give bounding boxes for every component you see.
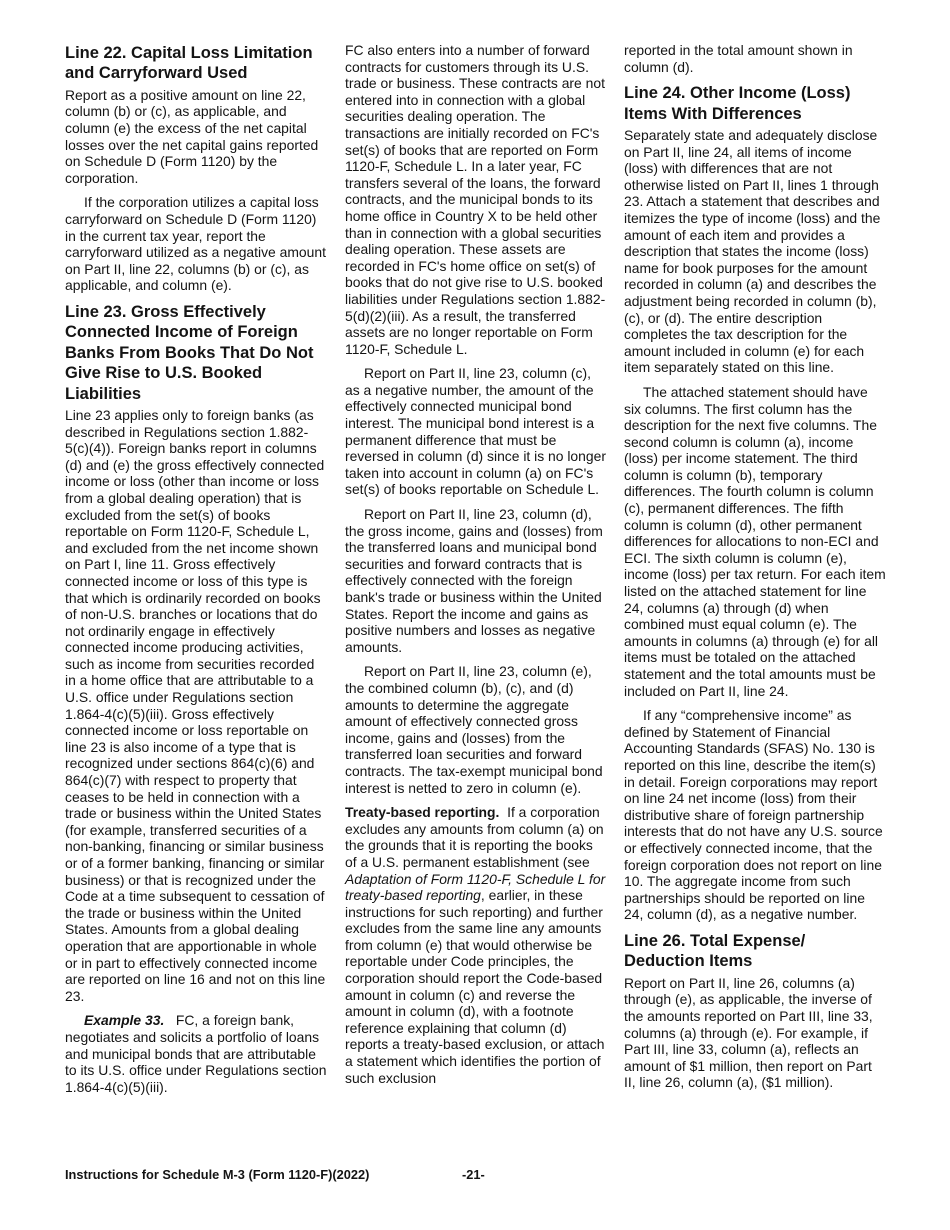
line24-paragraph-1: Separately state and adequately disclose on Part II, line 24, all items of income (loss) with differences that are not otherwise listed on Part II, lines 1 through 23. Attach a statement that describes and itemizes the type of income (loss) and the amount of each item and provides a description that states the income (loss) name for book purposes for the amount recorded in column (a) and describes the adjustment being recorded in column (b), (c), or (d). The entire description completes the tax description for the amount included in column (e) for each item separately stated on this line.: [624, 127, 881, 376]
line22-heading: Line 22. Capital Loss Limitation and Carryforward Used: [65, 44, 313, 83]
line24-paragraph-3: If any “comprehensive income” as defined by Statement of Financial Accounting Standards (SFAS) No. 130 is reported on this line, describe the item(s) in detail. Foreign corporations may report on line 24 net income (loss) from their distributive share of foreign partnership interests that do not have any U.S. source or effectively connected income, that the foreign corporation does not report on line 10. The aggregate income from such partnerships should be reported on line 24, column (d), as a negative number.: [624, 707, 883, 923]
example-33-text: FC, a foreign bank, negotiates and solicits a portfolio of loans and municipal bonds that are attributable to its U.S. office under Regulations section 1.864-4(c)(5)(iii).: [65, 1012, 327, 1095]
line23-column-e-paragraph: Report on Part II, line 23, column (e), the combined column (b), (c), and (d) amounts to determine the aggregate amount of effectively connected gross income, gains and (losses) from the transferred loan securities and forward contracts. The tax-exempt municipal bond interest is netted to zero in column (e).: [345, 663, 603, 796]
line24-heading: Line 24. Other Income (Loss) Items With Differences: [624, 84, 851, 123]
line23-heading: Line 23. Gross Effectively Connected Income of Foreign Banks From Books That Do Not Give Rise to U.S. Booked Liabilities: [65, 302, 314, 403]
line26-heading: Line 26. Total Expense/ Deduction Items: [624, 931, 806, 971]
treaty-cross-reference: Adaptation of Form 1120-F, Schedule L for treaty-based reporting: [345, 870, 606, 904]
example-33-continued: FC also enters into a number of forward contracts for customers through its U.S. trade or business. These contracts are not entered into in connection with a global securities dealing operation. The transactions are initially recorded on FC's set(s) of books that are reported on Form 1120-F, Schedule L. In a later year, FC transfers several of the loans, the forward contracts, and the municipal bonds to its home office in Country X to be held other than in connection with a global securities dealing operation. These assets are recorded in FC's home office on set(s) of books that do not give rise to U.S. booked liabilities under Regulations section 1.882-5(d)(2)(iii). As a result, the transferred assets are no longer reportable on Form 1120-F, Schedule L.: [345, 42, 606, 357]
column-1: [65, 42, 327, 1103]
footer-title: Instructions for Schedule M-3 (Form 1120-F)(2022): [65, 1167, 370, 1182]
line23-paragraph-1: Line 23 applies only to foreign banks (as described in Regulations section 1.882-5(c)(4)). Foreign banks report in columns (d) and (e) the gross effectively connected income or loss (other than income or loss from a global dealing operation) that is excluded from the set(s) of books reportable on Form 1120-F, Schedule L, and excluded from the net income shown on Part I, line 11. Gross effectively connected income or loss of this type is that which is ordinarily recorded on books of non-U.S. branches or locations that do not ordinarily engage in effectively connected income producing activities, such as income from securities recorded in a home office that are attributable to a U.S. office under Regulations section 1.864-4(c)(5)(iii). Gross effectively connected income or loss reportable on line 23 is also income of a type that is recognized under sections 864(c)(6) and 864(c)(7) with respect to property that ceases to be held in connection with a trade or business within the United States (for example, transferred securities of a non-banking, financing or similar business or of a former banking, financing or similar business) or that is recognized under the Code at a time subsequent to cessation of the trade or business within the United States. Amounts from a global dealing operation that are apportionable in whole or in part to effectively connected income are reported on line 16 and not on this line 23.: [65, 406, 326, 1004]
page-number: -21-: [462, 1167, 485, 1182]
line24-paragraph-2: The attached statement should have six columns. The first column has the description for the next five columns. The second column is column (a), income (loss) per income statement. The third column is column (b), temporary differences. The fourth column is column (c), permanent differences. The fifth column is column (d), other permanent differences for allocations to non-ECI and ECI. The sixth column is column (e), income (loss) per tax return. For each item listed on the attached statement for line 24, columns (a) through (d) when combined must equal column (e). The amounts in columns (a) through (e) for all items must be totaled on the attached statement and the total amounts must be included on Part II, line 24.: [624, 383, 886, 699]
treaty-text-a: If a corporation excludes any amounts from column (a) on the grounds that it is reporting the books of a U.S. permanent establishment (see: [345, 804, 604, 870]
treaty-text-b: , earlier, in these instructions for such reporting) and further excludes from the same line any amounts from column (e) that would otherwise be reportable under Code principles, the corporation should report the Code-based amount in column (c) and reverse the amount in column (d), with a footnote reference explaining that column (d) reports a treaty-based exclusion, or attach a statement which identifies the portion of such exclusion: [345, 887, 605, 1086]
line22-paragraph-2: If the corporation utilizes a capital loss carryforward on Schedule D (Form 1120) in the current tax year, report the carryforward utilized as a negative amount on Part II, line 22, columns (b) or (c), as applicable, and column (e).: [65, 194, 326, 294]
column-2: [345, 42, 607, 1094]
line23-column-d-paragraph: Report on Part II, line 23, column (d), the gross income, gains and (losses) from the transferred loans and municipal bond securities and forward contracts that is effectively connected with the foreign bank's trade or business within the United States. Report the income and gains as positive numbers and losses as negative amounts.: [345, 506, 603, 655]
line22-paragraph-1: Report as a positive amount on line 22, column (b) or (c), as applicable, and column (e) the excess of the net capital losses over the net capital gains reported on Schedule D (Form 1120) by the corporation.: [65, 86, 319, 186]
treaty-based-reporting-heading: Treaty-based reporting.: [345, 804, 500, 821]
example-33-label: Example 33.: [84, 1012, 165, 1029]
example-33-paragraph: [65, 1012, 327, 1095]
treaty-based-reporting-paragraph: [345, 804, 607, 1086]
treaty-continued: reported in the total amount shown in column (d).: [624, 42, 853, 75]
line26-paragraph-1: Report on Part II, line 26, columns (a) through (e), as applicable, the inverse of the amounts reported on Part III, line 33, columns (a) through (e). For example, if Part III, line 33, column (a), reflects an amount of $1 million, then report on Part II, line 26, column (a), ($1 million).: [624, 974, 873, 1091]
line23-column-c-paragraph: Report on Part II, line 23, column (c), as a negative number, the amount of the effectively connected municipal bond interest. The municipal bond interest is a permanent difference that must be reversed in column (d) since it is no longer taken into account in column (a) on FC's set(s) of books reportable on Schedule L.: [345, 365, 606, 498]
column-3: [624, 42, 886, 1099]
